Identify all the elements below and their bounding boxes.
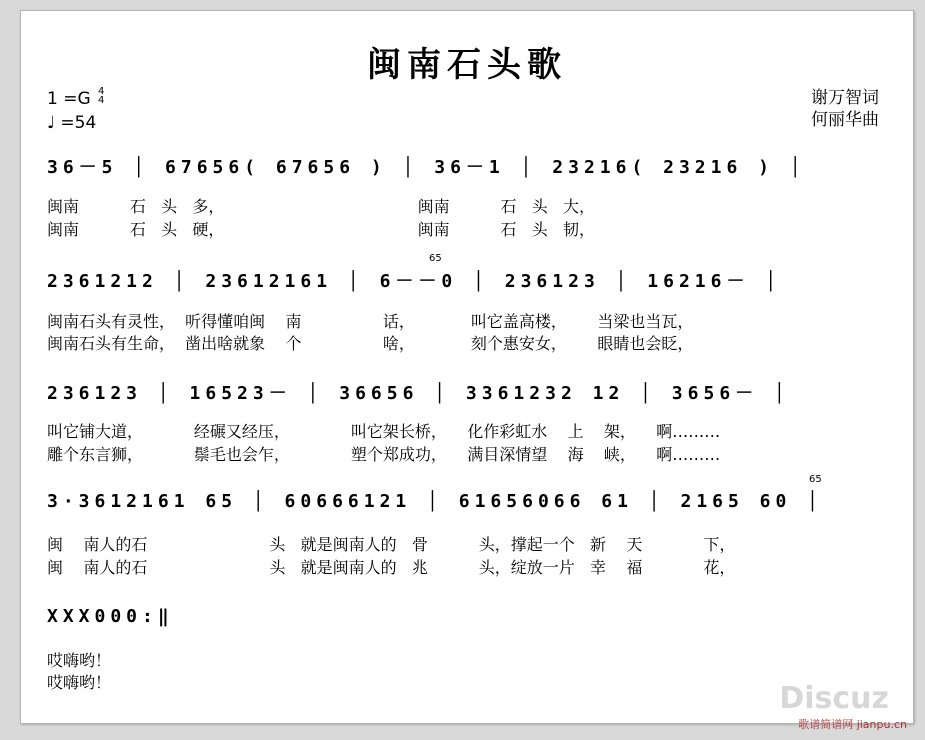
notation-row-5: XXX000:‖ — [47, 606, 174, 627]
lyric-row-1-verse-2: 闽南 石 头 硬， 闽南 石 头 韧， — [47, 220, 596, 239]
lyric-row-5-verse-1: 哎嗨哟！ — [47, 651, 112, 670]
tempo-marking: ♩ =54 — [47, 113, 97, 133]
lyric-row-1-verse-1: 闽南 石 头 多， 闽南 石 头 大， — [47, 197, 596, 216]
discuz-logo: Discuz — [779, 681, 889, 716]
credits-block — [811, 87, 879, 131]
grace-note: 65 — [809, 474, 822, 485]
key-signature: 1 =G 4 4 — [47, 86, 105, 109]
lyric-row-3-verse-2: 雕个东言狮， 鬃毛也会乍， 塑个郑成功， 满目深情望 海 峡， 啊……… — [47, 445, 721, 464]
lyric-row-4-verse-2: 闽 南人的石 头 就是闽南人的 兆 头，绽放一片 幸 福 花， — [47, 558, 736, 577]
composer: 何丽华曲 — [811, 110, 879, 130]
notation-row-1: 36－5 │ 67656( 67656 ) │ 36－1 │ 23216( 23216 ) │ — [47, 157, 806, 178]
lyric-row-2-verse-1: 闽南石头有灵性， 听得懂咱闽 南 话， 叫它盖高楼， 当梁也当瓦， — [47, 312, 694, 331]
score-sheet — [20, 10, 914, 724]
lyric-row-2-verse-2: 闽南石头有生命， 凿出啥就象 个 啥， 刻个惠安女， 眼睛也会眨， — [47, 334, 694, 353]
lyricist: 谢万智词 — [811, 88, 879, 108]
notation-row-4: 3·3612161 65 │ 60666121 │ 61656066 61 │ 2165 60 │ — [47, 491, 824, 512]
lyric-row-3-verse-1: 叫它铺大道， 经碾又经压， 叫它架长桥， 化作彩虹水 上 架， 啊……… — [47, 422, 721, 441]
notation-row-2: 2361212 │ 23612161 │ 6－－0 │ 236123 │ 16216－ │ — [47, 271, 782, 292]
site-watermark: 歌谱简谱网 jianpu.cn — [798, 718, 907, 731]
notation-row-3: 236123 │ 16523－ │ 36656 │ 3361232 12 │ 3656－ │ — [47, 383, 790, 404]
grace-note: 65 — [429, 253, 442, 264]
time-signature: 4 4 — [98, 86, 105, 106]
lyric-row-4-verse-1: 闽 南人的石 头 就是闽南人的 骨 头，撑起一个 新 天 下， — [47, 535, 736, 554]
lyric-row-5-verse-2: 哎嗨哟！ — [47, 673, 112, 692]
song-title: 闽南石头歌 — [367, 45, 567, 85]
key-tempo-block — [47, 87, 104, 135]
